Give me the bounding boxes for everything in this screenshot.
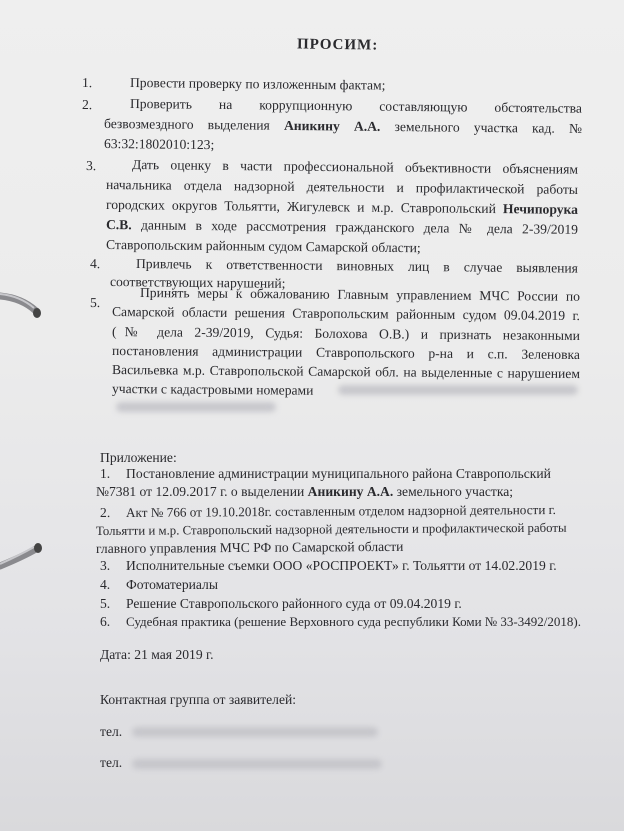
page-title: ПРОСИМ: [296,36,379,54]
item-4-line-2: соответствующих нарушений; [109,274,286,291]
binder-ring-top [0,294,41,318]
attachment-3-number: 3. [100,558,111,573]
item-5-line-4: постановления администрации Ставропольского р-на и с.п. Зеленовка [111,343,581,363]
attachment-2-number: 2. [99,504,111,520]
attachment-1-number: 1. [100,466,111,481]
attachment-2-line-2: Тольятти и м.р. Ставропольский надзорной деятельности и профилактической работы [95,520,567,538]
attachment-5-line-1: Решение Ставропольского районного суда от 09.04.2019 г. [126,596,462,611]
phone-label-1: тел. [100,724,123,739]
item-3-number: 3. [85,158,97,174]
item-2-line-2: безвозмездного выделения Аникину А.А. земельного участка кад. № [103,116,583,137]
attachment-5-number: 5. [100,596,111,611]
attachment-3-line-1: Исполнительные съемки ООО «РОСПРОЕКТ» г. Тольятти от 14.02.2019 г. [126,558,557,573]
item-3-line-3: городских округов Тольятти, Жигулевск и м.р. Ставропольский Нечипорука [105,197,579,217]
item-4-line-1: Привлечь к ответственности виновных лиц в случае выявления [135,256,579,276]
attachment-6-number: 6. [100,614,111,629]
item-5-line-1: Принять меры к обжалованию Главным управлением МЧС России по [139,285,581,304]
attachments-heading: Приложение: [100,450,177,465]
item-3-line-5: Ставропольским районным судом Самарской области; [105,237,421,256]
redacted-phone-1 [132,727,378,737]
item-3-line-4: С.В. данным в ходе рассмотрения гражданского дела № дела 2-39/2019 [105,217,579,237]
item-4-number: 4. [89,256,101,272]
redacted-cadastral-numbers-cont [116,402,276,412]
phone-label-2: тел. [100,755,123,770]
attachment-2-line-3: главного управления МЧС РФ по Самарской области [95,538,404,556]
redacted-cadastral-numbers [338,385,578,395]
item-1-number: 1. [81,75,93,91]
item-3-line-2: начальника отдела надзорной деятельности и профилактической работы [105,177,579,197]
redacted-phone-2 [132,759,382,769]
attachment-1-line-1: Постановление администрации муниципального района Ставропольский [126,466,551,481]
attachment-4-line-1: Фотоматериалы [126,577,218,592]
item-1-line-1: Провести проверку по изложенным фактам; [129,75,386,93]
attachment-6-line-1: Судебная практика (решение Верховного суда республики Коми № 33-3492/2018). [126,614,581,629]
item-3-line-1: Дать оценку в части профессиональной объективности объяснениям [131,157,579,177]
item-2-line-3: 63:32:1802010:123; [103,136,215,153]
item-5-line-2: Самарской области решения Ставропольским районным судом 09.04.2019 г. [111,304,581,324]
attachment-2-line-1: Акт № 766 от 19.10.2018г. составленным отделом надзорной деятельности г. [125,501,556,520]
attachment-4-number: 4. [100,577,111,592]
item-5-line-5: Васильевка м.р. Ставропольской Самарской обл. на выделенные с нарушением [111,362,581,382]
item-5-line-3: (№ дела 2-39/2019, Судья: Болохова О.В.) и признать незаконными [111,324,581,344]
binder-ring-bottom [0,543,42,566]
item-5-number: 5. [89,295,101,311]
document-date: Дата: 21 мая 2019 г. [100,647,214,662]
item-2-number: 2. [81,97,93,113]
attachment-1-line-2: №7381 от 12.09.2017 г. о выделении Аникину А.А. земельного участка; [96,484,514,499]
contacts-heading: Контактная группа от заявителей: [100,692,297,707]
item-5-line-6: участки с кадастровыми номерами [111,381,314,398]
item-2-line-1: Проверить на коррупционную составляющую обстоятельства [129,96,583,116]
